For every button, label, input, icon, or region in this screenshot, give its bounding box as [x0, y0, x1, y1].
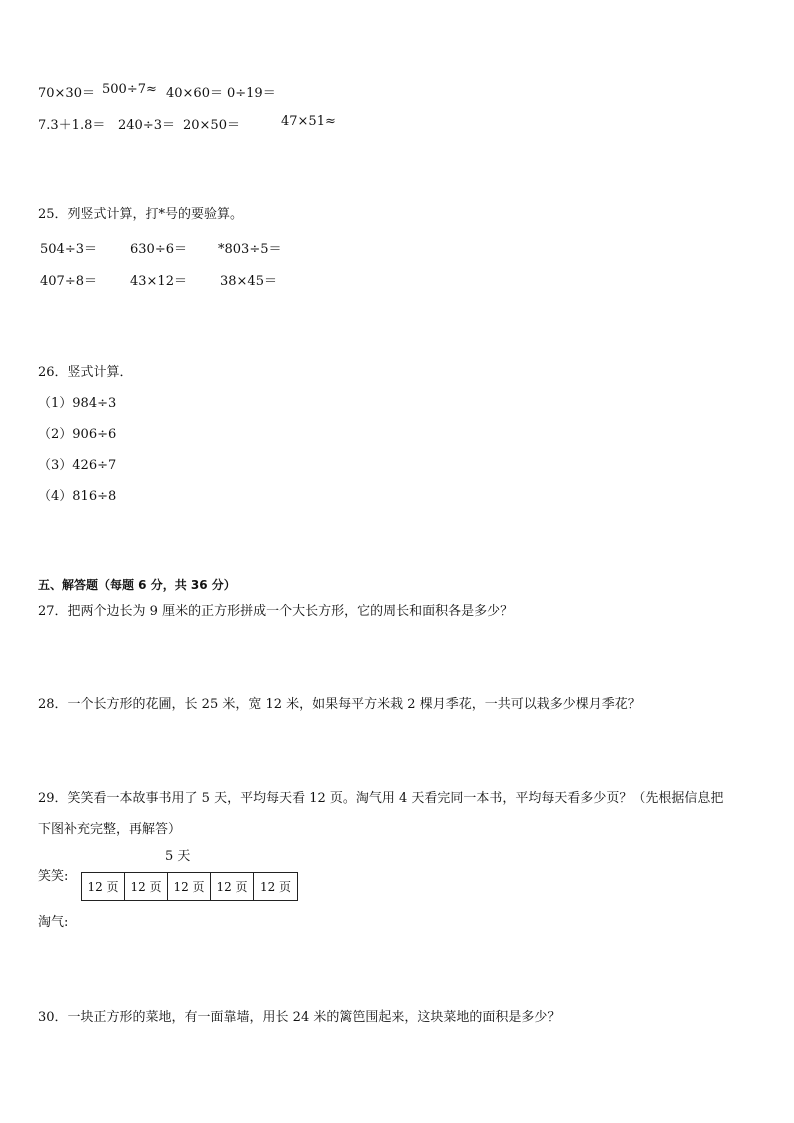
calc-item: 7.3＋1.8＝ [38, 118, 106, 133]
taoqi-label: 淘气: [38, 915, 69, 930]
page-box: 12 页 [211, 873, 254, 900]
q26-title: 26．竖式计算． [38, 365, 133, 380]
calc-item: 500÷7≈ [102, 82, 157, 97]
calc-item: 240÷3＝ [118, 118, 175, 133]
page-box: 12 页 [125, 873, 168, 900]
q28-text: 28．一个长方形的花圃，长 25 米，宽 12 米，如果每平方米栽 2 棵月季花，一共可以栽多少棵月季花？ [38, 697, 641, 712]
calc-item: 40×60＝ [166, 86, 223, 101]
calc-item: 504÷3＝ [40, 242, 97, 257]
calc-item: 0÷19＝ [227, 86, 276, 101]
page-box: 12 页 [82, 873, 125, 900]
q26-item: （3）426÷7 [38, 458, 117, 473]
q29-text-line2: 下图补充完整，再解答） [38, 822, 182, 837]
page-box: 12 页 [168, 873, 211, 900]
calc-item: 407÷8＝ [40, 274, 97, 289]
q26-item: （4）816÷8 [38, 489, 117, 504]
page-box: 12 页 [259, 880, 292, 894]
calc-item: 630÷6＝ [130, 242, 187, 257]
page-bar [81, 872, 298, 901]
q30-text: 30．一块正方形的菜地，有一面靠墙，用长 24 米的篱笆围起来，这块菜地的面积是多少？ [38, 1010, 561, 1025]
calc-item: 47×51≈ [281, 114, 336, 129]
q25-title: 25．列竖式计算，打*号的要验算。 [38, 207, 244, 222]
days-label: 5 天 [165, 849, 191, 864]
calc-item: *803÷5＝ [218, 242, 282, 257]
q26-item: （2）906÷6 [38, 427, 117, 442]
q27-text: 27．把两个边长为 9 厘米的正方形拼成一个大长方形，它的周长和面积各是多少？ [38, 604, 514, 619]
calc-item: 43×12＝ [130, 274, 187, 289]
calc-item: 20×50＝ [183, 118, 240, 133]
section-heading: 五、解答题（每题 6 分，共 36 分） [38, 578, 236, 592]
calc-item: 70×30＝ [38, 86, 95, 101]
calc-item: 38×45＝ [220, 274, 277, 289]
q26-item: （1）984÷3 [38, 396, 117, 411]
q29-text-line1: 29．笑笑看一本故事书用了 5 天，平均每天看 12 页。淘气用 4 天看完同一本书，平均每天看多少页？（先根据信息把 [38, 791, 724, 806]
xiaoxiao-label: 笑笑: [38, 869, 69, 884]
